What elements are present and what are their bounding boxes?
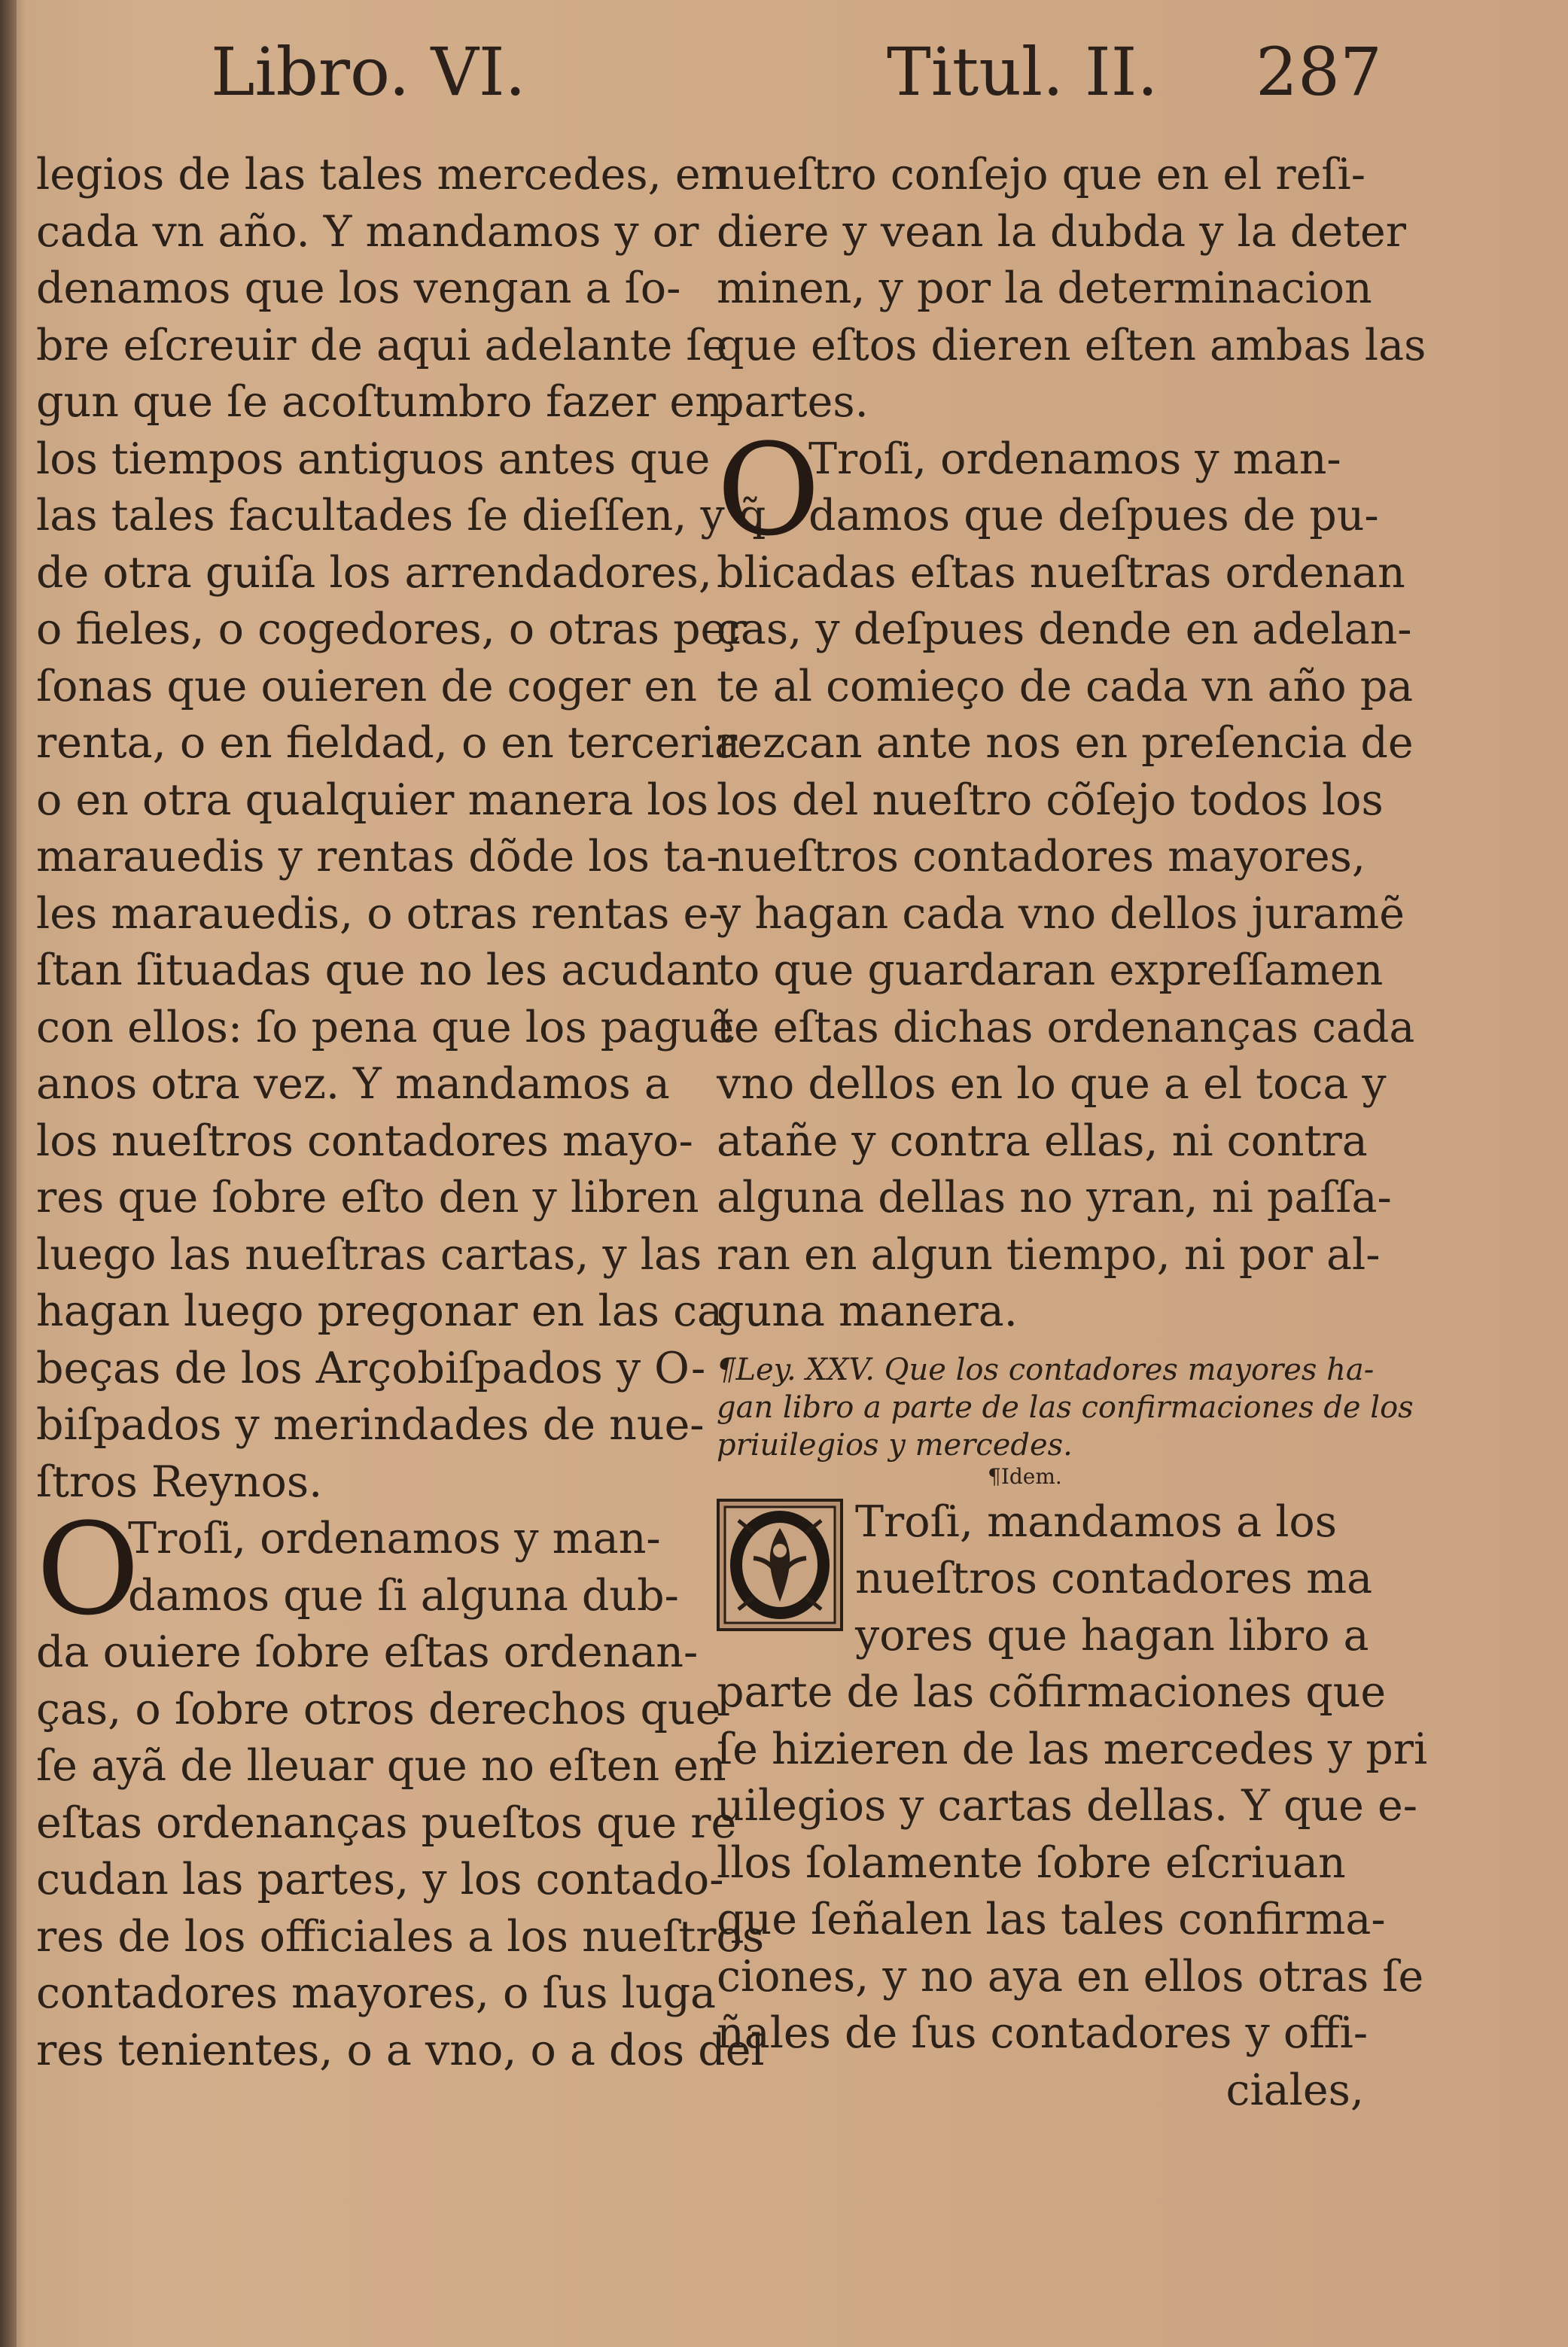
- text-line: las tales facultades ſe dieſſen, y q̃: [36, 491, 766, 540]
- drop-cap: O: [717, 416, 821, 564]
- text-line: Troſi, ordenamos y man-: [808, 434, 1341, 484]
- text-line: diere y vean la dubda y la deter: [717, 206, 1406, 257]
- text-line: Troſi, mandamos a los: [855, 1496, 1337, 1547]
- left-column: [36, 147, 766, 2079]
- text-line: ſonas que ouieren de coger en: [36, 661, 697, 711]
- text-line: hagan luego pregonar en las ca: [36, 1286, 723, 1336]
- text-line: uilegios y cartas dellas. Y que e-: [717, 1781, 1417, 1831]
- right-column: [717, 147, 1428, 2119]
- text-line: ciales,: [1225, 2065, 1364, 2115]
- text-line: res de los officiales a los nueſtros: [36, 1911, 765, 1962]
- text-line: ciones, y no aya en ellos otras ſe: [717, 1951, 1424, 2001]
- text-line: vno dellos en lo que a el toca y: [717, 1059, 1387, 1109]
- text-line: o fieles, o cogedores, o otras per: [36, 604, 747, 654]
- text-line: guna manera.: [717, 1286, 1018, 1336]
- text-line: parte de las cõfirmaciones que: [717, 1667, 1387, 1717]
- text-line: marauedis y rentas dõde los ta-: [36, 832, 721, 881]
- text-line: ¶Ley. XXV. Que los contadores mayores ha-: [717, 1352, 1375, 1387]
- text-line: da ouiere ſobre eſtas ordenan-: [36, 1627, 699, 1677]
- text-line: to que guardaran expreſſamen: [717, 945, 1384, 995]
- idem-label: ¶Idem.: [988, 1463, 1062, 1489]
- text-line: de otra guiſa los arrendadores,: [36, 547, 713, 598]
- right-paragraph-2: [717, 416, 1415, 1341]
- text-line: cudan las partes, y los contado-: [36, 1855, 724, 1904]
- text-line: los tiempos antiguos antes que: [36, 434, 711, 484]
- text-line: ſe ayã de lleuar que no eſten en: [36, 1741, 726, 1791]
- text-line: ran en algun tiempo, ni por al-: [717, 1229, 1381, 1280]
- text-line: blicadas eſtas nueſtras ordenan: [717, 547, 1405, 598]
- text-line: minen, y por la determinacion: [717, 263, 1372, 313]
- text-line: llos ſolamente ſobre eſcriuan: [717, 1837, 1346, 1888]
- text-line: gun que ſe acoſtumbro fazer en: [36, 377, 723, 427]
- text-line: que ſeñalen las tales confirma-: [717, 1895, 1386, 1944]
- text-line: te eſtas dichas ordenanças cada: [717, 1002, 1415, 1052]
- left-paragraph-1: [36, 147, 766, 1511]
- text-line: legios de las tales mercedes, en: [36, 150, 729, 199]
- text-line: ças, y deſpues dende en adelan-: [717, 604, 1412, 654]
- text-line: eſtas ordenanças pueſtos que re: [36, 1798, 737, 1848]
- text-line: nueſtros contadores ma: [855, 1554, 1373, 1603]
- page-number: 287: [1256, 33, 1382, 111]
- right-paragraph-1: [717, 147, 1426, 431]
- ornamental-initial-icon: [717, 1499, 843, 1631]
- running-head-title: Titul. II.: [887, 33, 1158, 111]
- text-line: ſe hizieren de las mercedes y pri: [717, 1724, 1428, 1774]
- text-line: los nueſtros contadores mayo-: [36, 1116, 693, 1166]
- text-line: damos que deſpues de pu-: [808, 491, 1379, 540]
- text-line: beças de los Arçobiſpados y O-: [36, 1343, 706, 1393]
- text-line: biſpados y merindades de nue-: [36, 1400, 705, 1450]
- text-line: atañe y contra ellas, ni contra: [717, 1116, 1368, 1166]
- text-line: bre eſcreuir de aqui adelante ſe: [36, 320, 728, 370]
- text-line: los del nueſtro cõſejo todos los: [717, 775, 1384, 825]
- text-line: que eſtos dieren eſten ambas las: [717, 320, 1426, 370]
- text-line: cada vn año. Y mandamos y or: [36, 206, 699, 257]
- text-line: denamos que los vengan a ſo-: [36, 263, 681, 313]
- right-paragraph-3: [717, 1494, 1428, 2120]
- text-line: damos que ſi alguna dub-: [128, 1570, 679, 1621]
- text-line: alguna dellas no yran, ni paſſa-: [717, 1173, 1392, 1222]
- drop-cap: O: [36, 1496, 140, 1643]
- text-line: luego las nueſtras cartas, y las: [36, 1229, 702, 1280]
- text-line: partes.: [717, 377, 869, 427]
- text-line: yores que hagan libro a: [855, 1610, 1369, 1661]
- text-line: gan libro a parte de las confirmaciones de los: [717, 1390, 1414, 1425]
- text-line: rezcan ante nos en preſencia de: [717, 718, 1414, 768]
- text-line: anos otra vez. Y mandamos a: [36, 1059, 670, 1109]
- text-line: res tenientes, o a vno, o a dos del: [36, 2025, 765, 2075]
- text-line: ſtan ſituadas que no les acudan: [36, 945, 719, 995]
- text-line: nueſtro conſejo que en el reſi-: [717, 150, 1366, 199]
- text-line: te al comieço de cada vn año pa: [717, 661, 1414, 711]
- text-line: res que ſobre eſto den y libren: [36, 1173, 699, 1222]
- text-line: nueſtros contadores mayores,: [717, 832, 1366, 881]
- text-line: priuilegios y mercedes.: [717, 1427, 1073, 1463]
- book-spine-shadow: [0, 0, 17, 2347]
- left-paragraph-2: [36, 1496, 765, 2079]
- running-head-book: Libro. VI.: [211, 33, 526, 111]
- text-line: renta, o en fieldad, o en terceria: [36, 718, 740, 768]
- text-line: ſtros Reynos.: [36, 1457, 323, 1507]
- text-line: ças, o ſobre otros derechos que: [36, 1684, 721, 1734]
- text-line: Troſi, ordenamos y man-: [128, 1514, 661, 1563]
- text-line: ñales de ſus contadores y offi-: [717, 2008, 1369, 2058]
- text-line: o en otra qualquier manera los: [36, 775, 709, 825]
- text-line: les marauedis, o otras rentas e-: [36, 888, 723, 939]
- text-line: con ellos: ſo pena que los paguẽ: [36, 1002, 735, 1052]
- law-heading: [717, 1351, 1414, 1464]
- text-line: contadores mayores, o ſus luga: [36, 1968, 717, 2018]
- text-line: y hagan cada vno dellos juramẽ: [717, 888, 1405, 939]
